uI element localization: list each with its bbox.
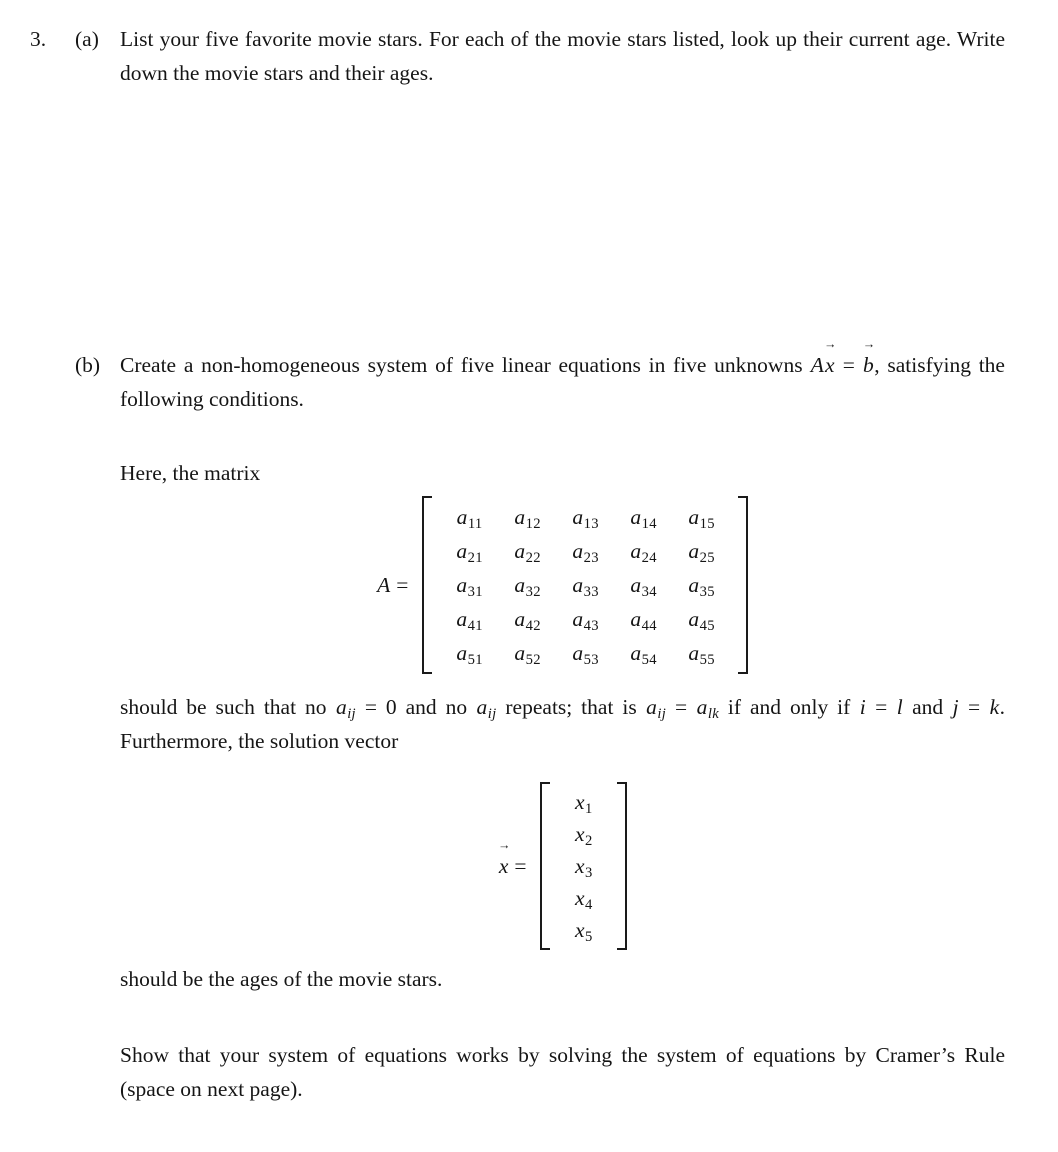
matrix-entry: $a_{14}$ [630, 505, 657, 533]
matrix-entry: $a_{55}$ [688, 641, 715, 669]
matrix-entry: $a_{12}$ [514, 505, 541, 533]
final-instruction-text: Show that your system of equations works by solving the system of equations by Cramer’s Rule (space on next page). [120, 1043, 1005, 1101]
part-b-label: (b) [75, 353, 101, 377]
matrix-lhs: A = [377, 573, 409, 597]
ages-text: should be the ages of the movie stars. [120, 967, 443, 991]
matrix-entry: $a_{33}$ [572, 573, 599, 601]
matrix-entry: $a_{23}$ [572, 539, 599, 567]
matrix-entry: $a_{53}$ [572, 641, 599, 669]
vector-entry: $x_1$ [574, 790, 593, 818]
part-a-text: List your five favorite movie stars. For each of the movie stars listed, look up their current age. Write down the movie stars and their ages. [120, 27, 1005, 85]
matrix-display [120, 496, 1005, 674]
vector-entry: $x_3$ [574, 854, 593, 882]
vector-grid [550, 782, 616, 950]
vector-x [540, 782, 626, 950]
problem-parts [75, 22, 1005, 1106]
left-bracket [540, 782, 550, 950]
matrix-a [422, 496, 748, 674]
matrix-entry: $a_{11}$ [456, 505, 483, 533]
vector-arrow-accent: → [824, 337, 837, 352]
part-b-body [120, 337, 1005, 1106]
problem-3 [30, 22, 1005, 1106]
matrix-entry: $a_{22}$ [514, 539, 541, 567]
part-b [75, 337, 1005, 1106]
matrix-entry: $a_{45}$ [688, 607, 715, 635]
part-a-label: (a) [75, 27, 99, 51]
matrix-entry: $a_{31}$ [456, 573, 483, 601]
matrix-entry: $a_{44}$ [630, 607, 657, 635]
matrix-row [440, 568, 730, 602]
part-a-body [120, 22, 1005, 90]
vector-lhs: x → = [497, 838, 527, 878]
matrix-entry: $a_{34}$ [630, 573, 657, 601]
matrix-entry: $a_{41}$ [456, 607, 483, 635]
matrix-entry: $a_{13}$ [572, 505, 599, 533]
matrix-intro-text: Here, the matrix [120, 461, 261, 485]
vector-entry: $x_2$ [574, 822, 593, 850]
matrix-entry: $a_{35}$ [688, 573, 715, 601]
matrix-grid [432, 496, 738, 674]
matrix-entry: $a_{42}$ [514, 607, 541, 635]
vector-entry: $x_5$ [574, 918, 593, 946]
matrix-row [440, 500, 730, 534]
matrix-entry: $a_{52}$ [514, 641, 541, 669]
right-bracket [617, 782, 627, 950]
problem-number: 3. [30, 27, 47, 51]
left-bracket [422, 496, 432, 674]
vector-entry: $x_4$ [574, 886, 593, 914]
answer-space [75, 90, 1005, 352]
vector-arrow-accent: → [862, 337, 876, 352]
vector-arrow-accent: → [497, 838, 511, 853]
part-b-intro: Create a non-homogeneous system of five linear equations in five unknowns Ax → = b → , satisfying the following conditions. [120, 337, 1005, 411]
matrix-entry: $a_{43}$ [572, 607, 599, 635]
part-a [75, 22, 1005, 90]
matrix-row [440, 602, 730, 636]
matrix-entry: $a_{15}$ [688, 505, 715, 533]
vector-display [120, 782, 1005, 950]
matrix-entry: $a_{21}$ [456, 539, 483, 567]
matrix-row [440, 636, 730, 670]
matrix-entry: $a_{32}$ [514, 573, 541, 601]
right-bracket [738, 496, 748, 674]
matrix-row [440, 534, 730, 568]
matrix-entry: $a_{54}$ [630, 641, 657, 669]
matrix-entry: $a_{25}$ [688, 539, 715, 567]
matrix-entry: $a_{51}$ [456, 641, 483, 669]
matrix-entry: $a_{24}$ [630, 539, 657, 567]
condition-text: should be such that no $a_{ij} = 0$ and no $a_{ij}$ repeats; that is $a_{ij} = a_{lk}$ if and only if i = l and j = k. Furthermore, the solution vector [120, 695, 1005, 753]
